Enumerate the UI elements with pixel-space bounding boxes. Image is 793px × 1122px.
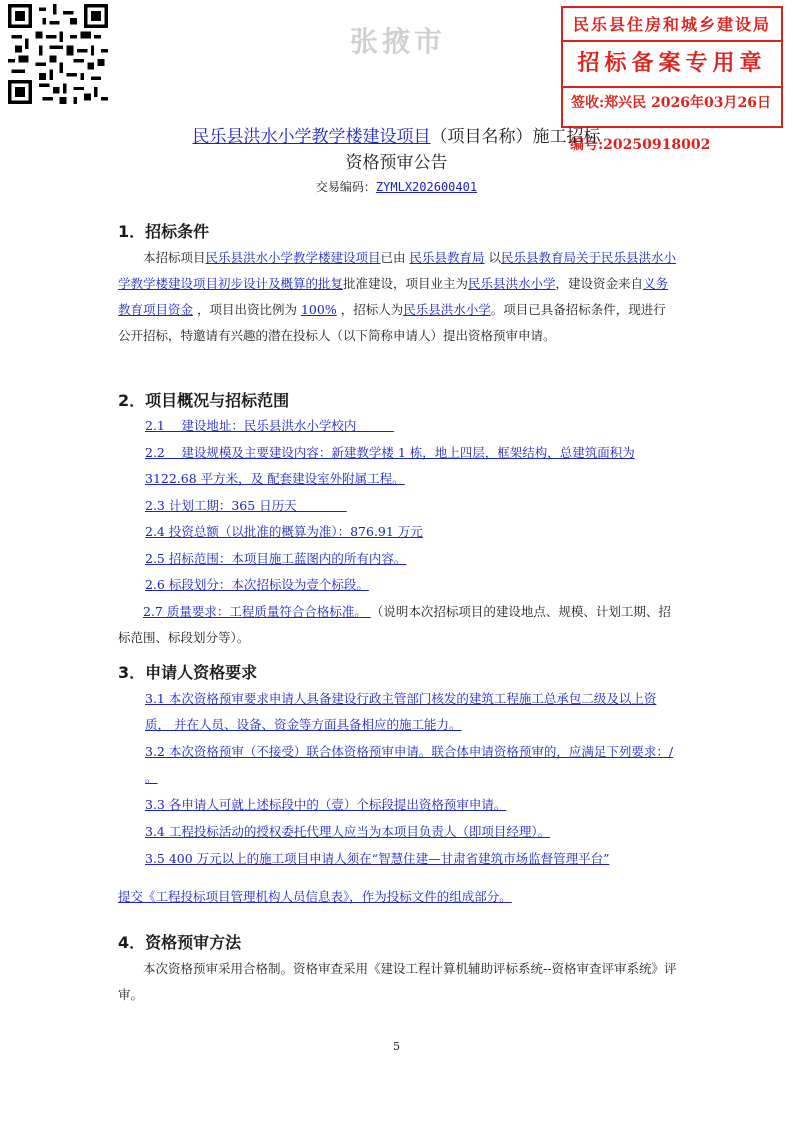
item-2-6: 2.6 标段划分：本次招标设为壹个标段。: [145, 577, 369, 592]
stamp-receipt: 签收:郑兴民 2026年03月26日: [571, 95, 771, 111]
doc-title: 民乐县洪水小学教学楼建设项目（项目名称）施工招标: [192, 127, 601, 147]
doc-subtitle: 资格预审公告: [345, 153, 448, 173]
item-3-2: 3.2 本次资格预审（不接受）联合体资格预审申请。联合体申请资格预审的，应满足下列要求：/ 。: [145, 744, 674, 785]
trade-code: 交易编码：ZYMLX202600401: [315, 180, 478, 194]
item-2-5: 2.5 招标范围：本项目施工蓝图内的所有内容。: [145, 551, 407, 566]
item-3-1: 3.1 本次资格预审要求申请人具备建设行政主管部门核发的建筑工程施工总承包二级及以上资质， 并在人员、设备、资金等方面具备相应的施工能力。: [145, 691, 657, 732]
page-number: 5: [393, 1040, 400, 1053]
trade-code-value[interactable]: ZYMLX202600401: [375, 180, 478, 194]
stamp-org: 民乐县住房和城乡建设局: [563, 10, 781, 42]
item-3-4: 3.4 工程投标活动的授权委托代理人应当为本项目负责人（即项目经理）。: [145, 824, 551, 839]
item-2-2: 2.2 建设规模及主要建设内容：新建教学楼 1 栋，地上四层，框架结构，总建筑面积为 3122.68 平方米，及 配套建设室外附属工程。: [145, 445, 635, 486]
item-3-3: 3.3 各申请人可就上述标段中的（壹）个标段提出资格预审申请。: [145, 797, 507, 812]
section-4-heading: 4．资格预审方法: [118, 933, 242, 952]
item-3-5: 3.5 400 万元以上的施工项目申请人须在“智慧住建—甘肃省建筑市场监督管理平台”: [145, 851, 610, 866]
section-2-heading: 2．项目概况与招标范围: [118, 391, 290, 410]
city-watermark: 张掖市: [350, 25, 447, 58]
section-1-heading: 1．招标条件: [118, 222, 210, 241]
section-4-text: 本次资格预审采用合格制。资格审查采用《建设工程计算机辅助评标系统--资格审查评审系统》评审。: [118, 961, 677, 1002]
qr-code: [8, 4, 108, 104]
item-2-4: 2.4 投资总额（以批准的概算为准）：876.91 万元: [145, 524, 423, 539]
item-2-3: 2.3 计划工期：365 日历天: [145, 498, 347, 513]
stamp-title: 招标备案专用章: [563, 42, 781, 88]
item-3-5-cont: 提交《工程投标项目管理机构人员信息表》，作为投标文件的组成部分。: [118, 889, 512, 904]
item-2-1: 2.1 建设地址：民乐县洪水小学校内: [145, 418, 394, 433]
item-2-7: 2.7 质量要求：工程质量符合合格标准。 （说明本次招标项目的建设地点、规模、计划工期、招标范围、标段划分等）。: [118, 604, 671, 645]
stamp-number: 编号:20250918002: [570, 137, 711, 153]
project-name-link[interactable]: 民乐县洪水小学教学楼建设项目: [192, 127, 431, 147]
filing-stamp: [561, 6, 783, 128]
section-3-heading: 3．申请人资格要求: [118, 663, 258, 682]
section-1-text: 本招标项目民乐县洪水小学教学楼建设项目已由 民乐县教育局 以民乐县教育局关于民乐县洪水小学教学楼建设项目初步设计及概算的批复批准建设，项目业主为民乐县洪水小学，建设资金来自义务教育项目资金 ，项目出资比例为 100% ，招标人为民乐县洪水小学。项目已具备招标条件，现进行公开招标，特邀请有兴趣的潜在投标人（以下简称申请人）提出资格预审申请。: [118, 250, 677, 343]
